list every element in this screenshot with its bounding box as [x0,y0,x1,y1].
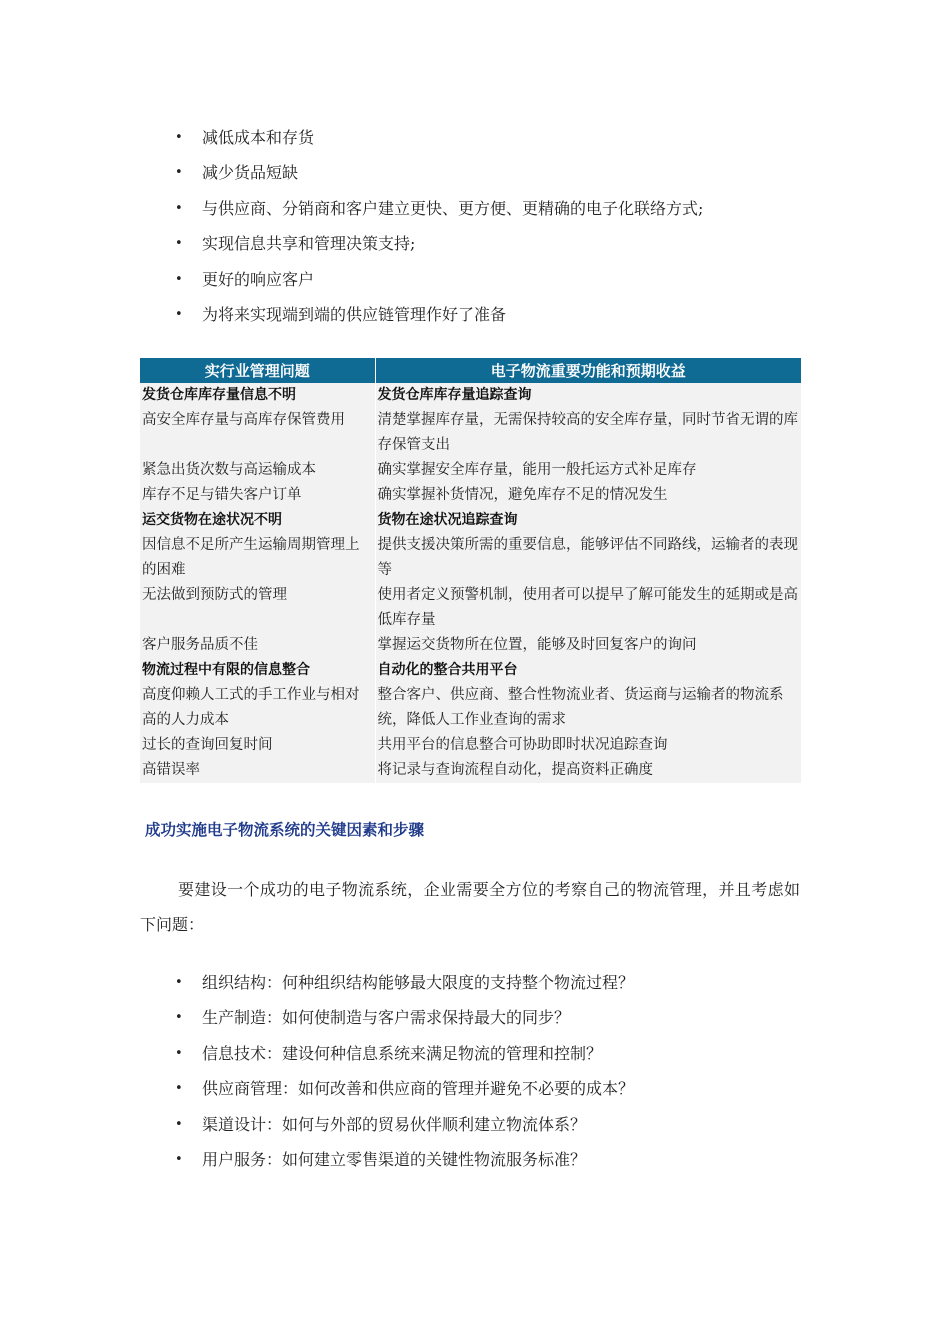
bullet-icon: • [175,306,183,322]
table-row [140,658,801,683]
column-header-benefits: 电子物流重要功能和预期收益 [375,358,801,383]
table-row [140,733,801,758]
benefit-cell: 共用平台的信息整合可协助即时状况追踪查询 [375,733,801,758]
list-item: • 更好的响应客户 [0,262,950,297]
table-row [140,408,801,458]
section-issue-cell: 发货仓库库存量信息不明 [140,383,375,408]
bullet-icon: • [175,1081,183,1097]
issue-cell: 无法做到预防式的管理 [140,583,375,633]
issue-cell: 因信息不足所产生运输周期管理上的困难 [140,533,375,583]
bullet-icon: • [175,1045,183,1061]
bullet-icon: • [175,271,183,287]
issue-cell: 库存不足与错失客户订单 [140,483,375,508]
table-header-row [140,358,801,383]
benefit-cell: 掌握运交货物所在位置，能够及时回复客户的询问 [375,633,801,658]
bullet-icon: • [175,975,183,990]
intro-paragraph: 要建设一个成功的电子物流系统，企业需要全方位的考察自己的物流管理，并且考虑如下问题： [140,880,800,934]
section-issue-cell: 运交货物在途状况不明 [140,508,375,533]
section-heading: 成功实施电子物流系统的关键因素和步骤 [145,821,425,839]
table-row [140,483,801,508]
list-item: • 减低成本和存货 [0,120,950,155]
list-item: • 渠道设计：如何与外部的贸易伙伴顺利建立物流体系？ [0,1107,950,1142]
issue-cell: 高度仰赖人工式的手工作业与相对高的人力成本 [140,683,375,733]
bullet-icon: • [175,236,183,252]
bullet-icon: • [175,165,183,181]
list-item: • 信息技术：建设何种信息系统来满足物流的管理和控制？ [0,1036,950,1071]
benefit-cell: 确实掌握补货情况，避免库存不足的情况发生 [375,483,801,508]
bullet-icon: • [175,1151,183,1167]
table-row [140,508,801,533]
issue-cell: 紧急出货次数与高运输成本 [140,458,375,483]
table-row [140,458,801,483]
benefit-cell: 将记录与查询流程自动化，提高资料正确度 [375,758,801,783]
table-row [140,383,801,408]
benefit-cell: 整合客户、供应商、整合性物流业者、货运商与运输者的物流系统，降低人工作业查询的需求 [375,683,801,733]
list-item: • 实现信息共享和管理决策支持; [0,226,950,261]
issue-cell: 高错误率 [140,758,375,783]
section-benefit-cell: 发货仓库库存量追踪查询 [375,383,801,408]
table-row [140,758,801,783]
list-item: • 减少货品短缺 [0,155,950,190]
bullet-icon: • [175,1010,183,1026]
bullet-icon: • [175,130,183,145]
list-item: • 组织结构：何种组织结构能够最大限度的支持整个物流过程？ [0,965,950,1000]
table-row [140,633,801,658]
section-benefit-cell: 货物在途状况追踪查询 [375,508,801,533]
benefit-cell: 确实掌握安全库存量，能用一般托运方式补足库存 [375,458,801,483]
issue-cell: 过长的查询回复时间 [140,733,375,758]
issue-cell: 客户服务品质不佳 [140,633,375,658]
table-row [140,683,801,733]
column-header-issues: 实行业管理问题 [140,358,375,383]
section-benefit-cell: 自动化的整合共用平台 [375,658,801,683]
list-item: • 生产制造：如何使制造与客户需求保持最大的同步？ [0,1000,950,1035]
bullet-icon: • [175,1116,183,1132]
benefit-cell: 使用者定义预警机制，使用者可以提早了解可能发生的延期或是高低库存量 [375,583,801,633]
section-issue-cell: 物流过程中有限的信息整合 [140,658,375,683]
question-list [0,965,950,1177]
list-item: • 供应商管理：如何改善和供应商的管理并避免不必要的成本？ [0,1071,950,1106]
list-item: • 用户服务：如何建立零售渠道的关键性物流服务标准？ [0,1142,950,1177]
issues-benefits-table [140,358,801,783]
table-row [140,583,801,633]
list-item: • 与供应商、分销商和客户建立更快、更方便、更精确的电子化联络方式; [0,191,950,226]
table-body [140,383,801,783]
issue-cell: 高安全库存量与高库存保管费用 [140,408,375,458]
benefit-cell: 清楚掌握库存量，无需保持较高的安全库存量，同时节省无谓的库存保管支出 [375,408,801,458]
benefit-list [0,120,950,332]
list-item: • 为将来实现端到端的供应链管理作好了准备 [0,297,950,332]
bullet-icon: • [175,200,183,216]
benefit-cell: 提供支援决策所需的重要信息，能够评估不同路线，运输者的表现等 [375,533,801,583]
table-row [140,533,801,583]
